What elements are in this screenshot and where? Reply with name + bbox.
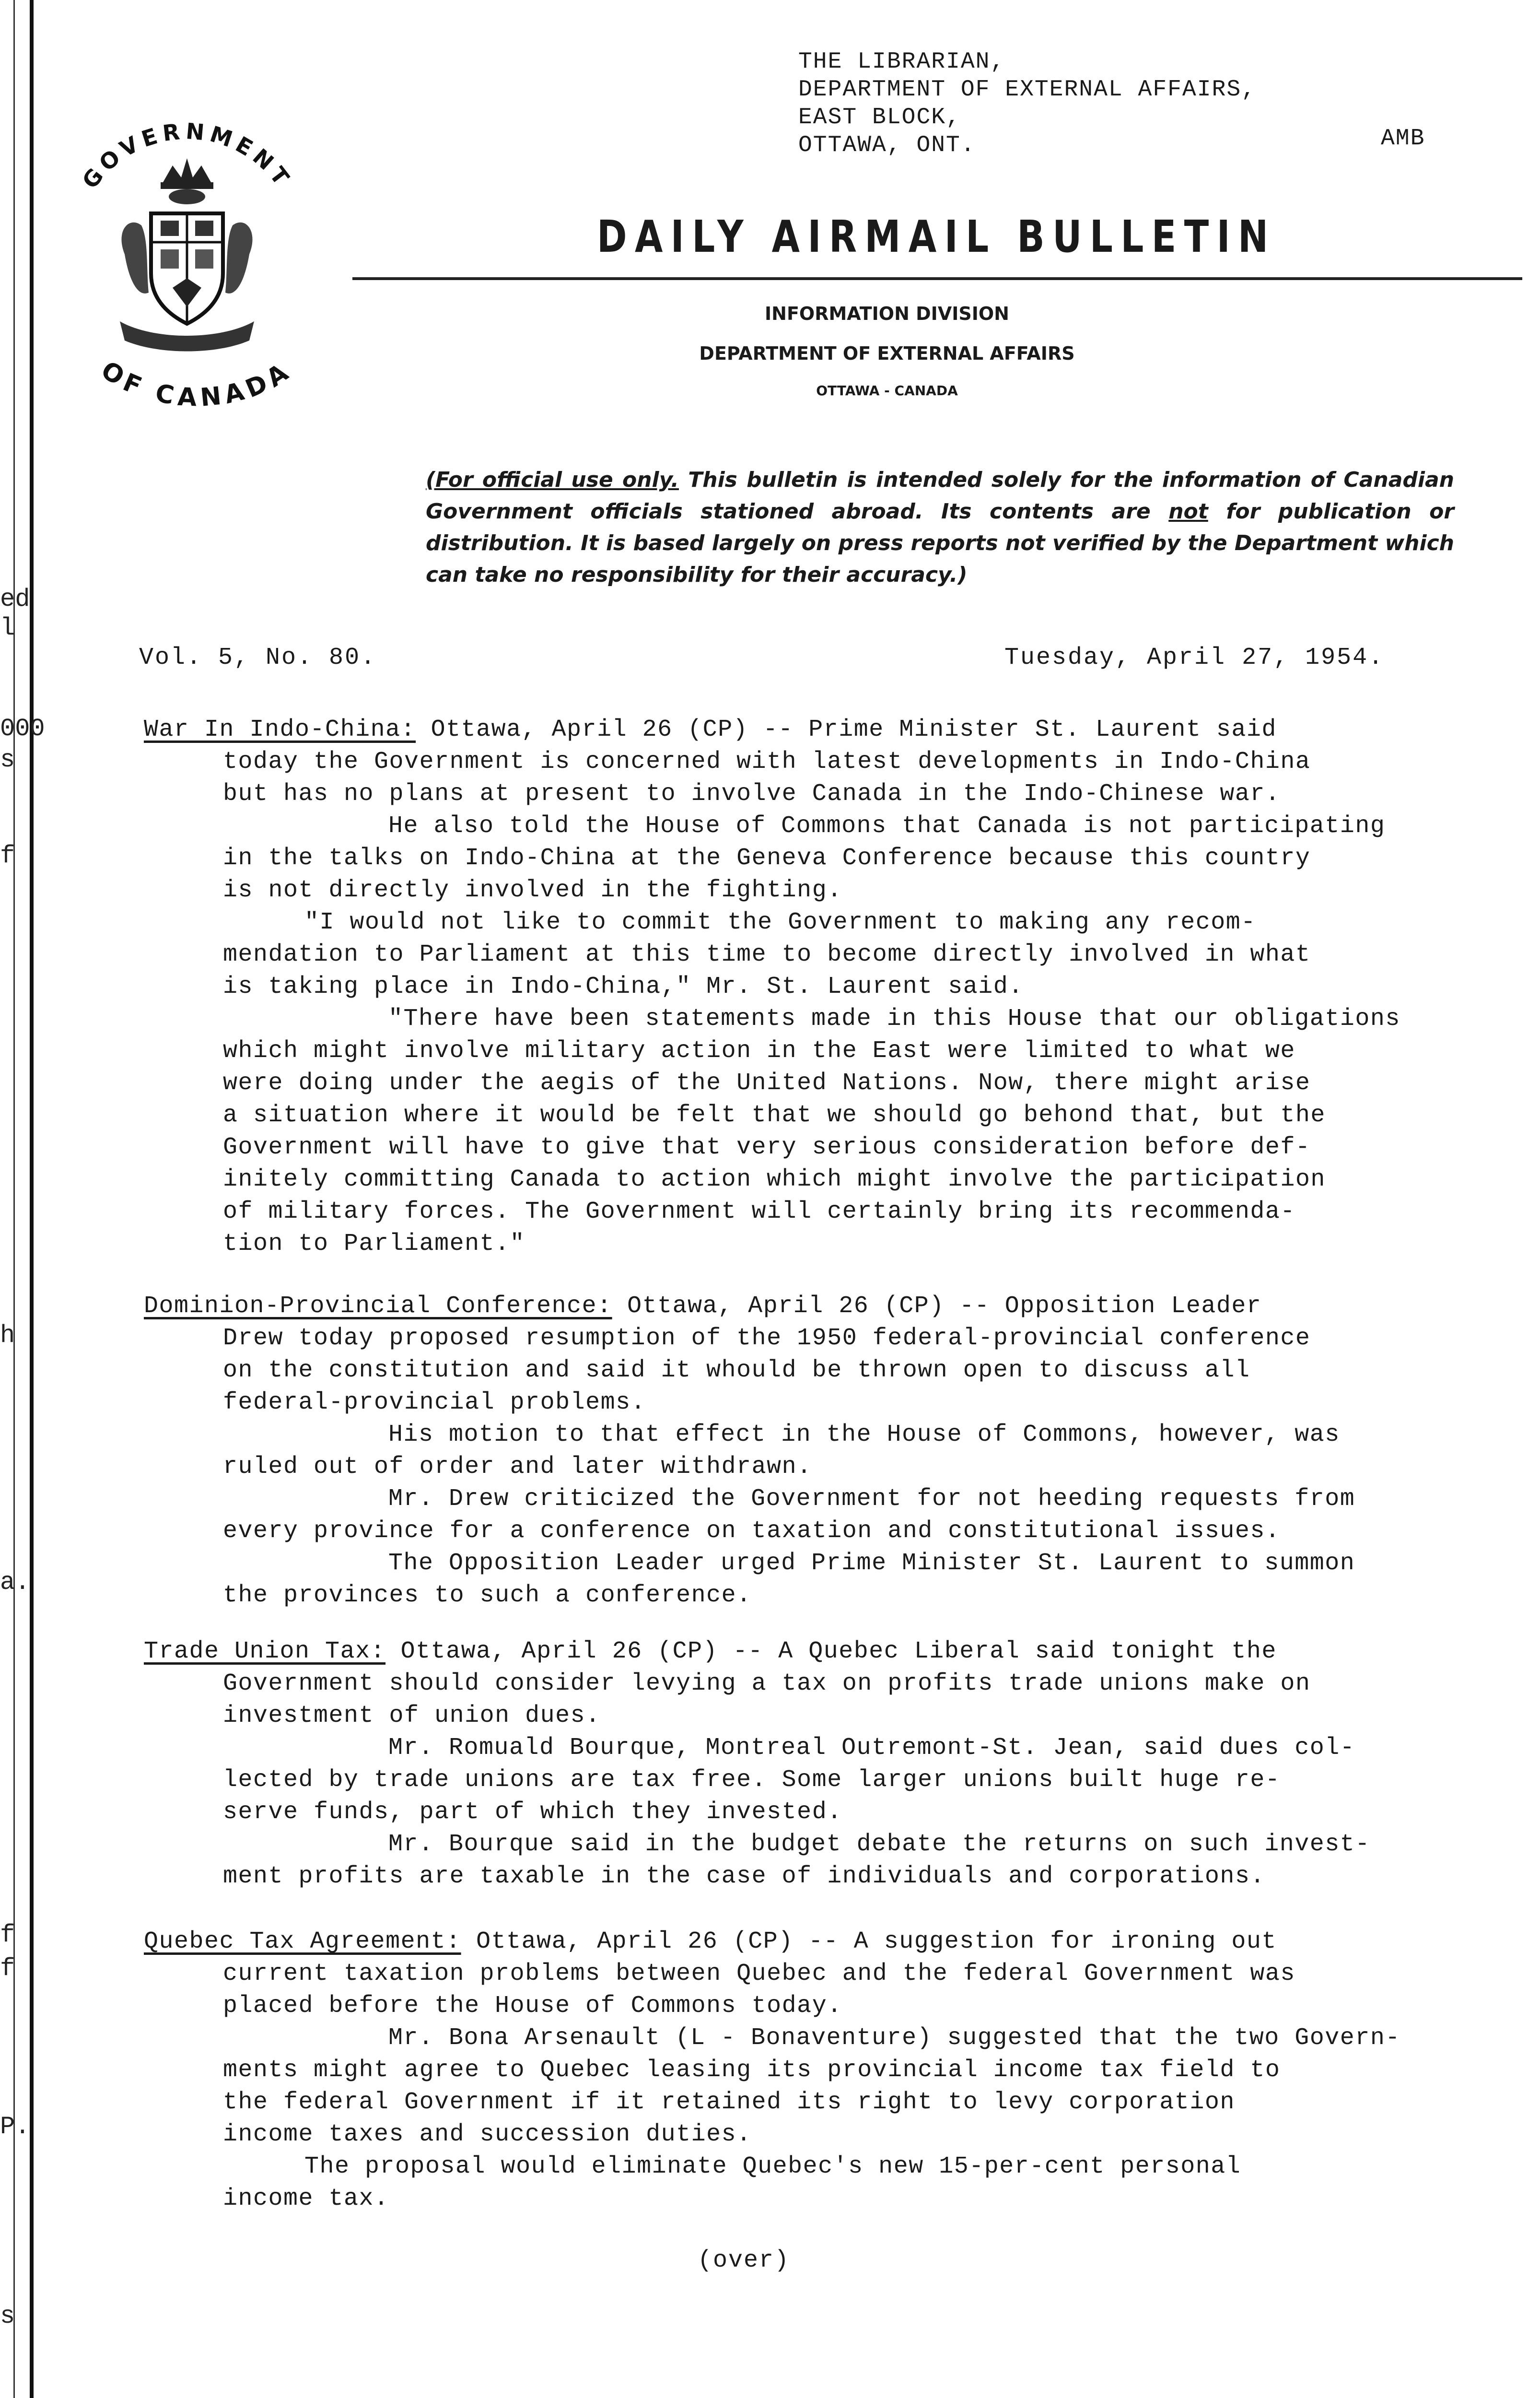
article-line: the provinces to such a conference. — [223, 1582, 752, 1609]
article-heading: Dominion-Provincial Conference: — [144, 1293, 612, 1320]
article-line: Ottawa, April 26 (CP) -- A suggestion for ironing out — [461, 1928, 1277, 1955]
disclaimer-text: This bulletin is intended solely for the information of Canadian Government officials stationed abroad. Its contents are — [426, 468, 1454, 524]
address-line: OTTAWA, ONT. — [798, 132, 976, 158]
article-line: "There have been statements made in this House that our obligations — [388, 1005, 1400, 1033]
article-line: "I would not like to commit the Government to making any recom- — [304, 909, 1256, 936]
article-line: mendation to Parliament at this time to become directly involved in what — [223, 941, 1311, 968]
article-line: placed before the House of Commons today. — [223, 1992, 842, 2020]
article-line: is not directly involved in the fighting. — [223, 877, 842, 904]
article-heading: Trade Union Tax: — [144, 1638, 386, 1665]
article-line: ments might agree to Quebec leasing its provincial income tax field to — [223, 2057, 1281, 2084]
filing-initials: AMB — [1381, 126, 1425, 152]
division-name: INFORMATION DIVISION — [765, 303, 1009, 324]
article-line: Government should consider levying a tax on profits trade unions make on — [223, 1670, 1311, 1697]
disclaimer-text: for publication or distribution. It is based largely on press reports not verified by the Department which can take no responsibility for their accuracy.) — [426, 499, 1455, 587]
disclaimer-emphasis: not — [1168, 499, 1208, 524]
coat-of-arms-icon — [58, 110, 316, 436]
margin-fragment: f — [0, 1954, 15, 1983]
article-line: The Opposition Leader urged Prime Minister St. Laurent to summon — [388, 1550, 1355, 1577]
article-line: which might involve military action in the East were limited to what we — [223, 1037, 1295, 1065]
article-line: federal-provincial problems. — [223, 1389, 646, 1416]
usage-disclaimer — [426, 464, 1454, 591]
article-line: He also told the House of Commons that Canada is not participating — [388, 812, 1386, 840]
article-quebec-tax-agreement — [144, 1926, 1405, 2215]
article-line: the federal Government if it retained its right to levy corporation — [223, 2089, 1235, 2116]
article-heading: Quebec Tax Agreement: — [144, 1928, 461, 1955]
article-line: initely committing Canada to action which might involve the participation — [223, 1166, 1326, 1193]
department-location: OTTAWA - CANADA — [816, 383, 958, 399]
article-line: Mr. Romuald Bourque, Montreal Outremont-St. Jean, said dues col- — [388, 1734, 1355, 1762]
article-line: Ottawa, April 26 (CP) -- Opposition Leader — [612, 1293, 1262, 1320]
margin-fragment: h — [0, 1321, 15, 1350]
article-line: is taking place in Indo-China," Mr. St. Laurent said. — [223, 973, 1024, 1000]
article-line: Ottawa, April 26 (CP) -- A Quebec Liberal said tonight the — [385, 1638, 1277, 1665]
margin-fragment: f — [0, 1921, 15, 1949]
government-crest — [58, 110, 316, 436]
svg-text:OF CANADA — [96, 356, 297, 412]
address-block — [798, 48, 1256, 159]
article-line: were doing under the aegis of the United Nations. Now, there might arise — [223, 1070, 1311, 1097]
article-line: ruled out of order and later withdrawn. — [223, 1453, 812, 1481]
article-line: today the Government is concerned with latest developments in Indo-China — [223, 748, 1311, 776]
article-line: but has no plans at present to involve Canada in the Indo-Chinese war. — [223, 780, 1281, 808]
article-heading: War In Indo-China: — [144, 716, 416, 743]
issue-date: Tuesday, April 27, 1954. — [1004, 644, 1385, 671]
article-line: on the constitution and said it whould be thrown open to discuss all — [223, 1357, 1250, 1384]
article-line: Mr. Bona Arsenault (L - Bonaventure) suggested that the two Govern- — [388, 2024, 1400, 2052]
article-line: Drew today proposed resumption of the 1950 federal-provincial conference — [223, 1325, 1311, 1352]
address-line: DEPARTMENT OF EXTERNAL AFFAIRS, — [798, 77, 1256, 103]
margin-fragment: P. — [0, 2113, 30, 2141]
margin-fragment: ed — [0, 585, 30, 613]
article-line: tion to Parliament." — [223, 1230, 525, 1258]
department-name: DEPARTMENT OF EXTERNAL AFFAIRS — [699, 343, 1075, 364]
article-trade-union-tax — [144, 1635, 1405, 1893]
continued-over: (over) — [698, 2247, 790, 2274]
article-line: income tax. — [223, 2185, 389, 2212]
article-line: ment profits are taxable in the case of individuals and corporations. — [223, 1863, 1265, 1890]
margin-fragment: l — [0, 614, 15, 642]
margin-fragment: 000 — [0, 715, 45, 743]
address-line: THE LIBRARIAN, — [798, 49, 1005, 75]
margin-fragment: s — [0, 2302, 15, 2330]
article-line: Mr. Bourque said in the budget debate the returns on such invest- — [388, 1831, 1370, 1858]
article-line: income taxes and succession duties. — [223, 2121, 752, 2148]
article-line: every province for a conference on taxation and constitutional issues. — [223, 1517, 1281, 1545]
article-line: His motion to that effect in the House of Commons, however, was — [388, 1421, 1340, 1448]
binding-edge — [13, 0, 15, 2398]
article-line: current taxation problems between Quebec and the federal Government was — [223, 1960, 1295, 1987]
article-war-in-indo-china — [144, 714, 1405, 1260]
margin-fragment: a. — [0, 1568, 30, 1597]
article-line: of military forces. The Government will certainly bring its recommenda- — [223, 1198, 1295, 1225]
article-line: a situation where it would be felt that we should go behond that, but the — [223, 1102, 1326, 1129]
article-line: Government will have to give that very serious consideration before def- — [223, 1134, 1311, 1161]
margin-fragment: s — [0, 746, 15, 774]
bulletin-title: DAILY AIRMAIL BULLETIN — [597, 211, 1276, 262]
margin-fragment: f — [0, 842, 15, 870]
article-line: serve funds, part of which they invested. — [223, 1798, 842, 1826]
article-line: lected by trade unions are tax free. Some larger unions built huge re- — [223, 1766, 1281, 1794]
crest-top-text: GOVERNMENT — [77, 118, 297, 194]
address-line: EAST BLOCK, — [798, 105, 961, 130]
article-line: Mr. Drew criticized the Government for not heeding requests from — [388, 1485, 1355, 1513]
disclaimer-lead: (For official use only. — [426, 468, 679, 492]
issue-volume: Vol. 5, No. 80. — [139, 644, 377, 671]
article-line: investment of union dues. — [223, 1702, 601, 1729]
binding-rule — [30, 0, 34, 2398]
crest-bottom-text: OF CANADA — [95, 355, 298, 412]
article-line: Ottawa, April 26 (CP) -- Prime Minister St. Laurent said — [416, 716, 1277, 743]
article-line: The proposal would eliminate Quebec's new 15-per-cent personal — [304, 2153, 1241, 2180]
article-dominion-provincial-conference — [144, 1290, 1405, 1611]
article-line: in the talks on Indo-China at the Geneva Conference because this country — [223, 845, 1311, 872]
masthead-rule — [352, 277, 1522, 280]
